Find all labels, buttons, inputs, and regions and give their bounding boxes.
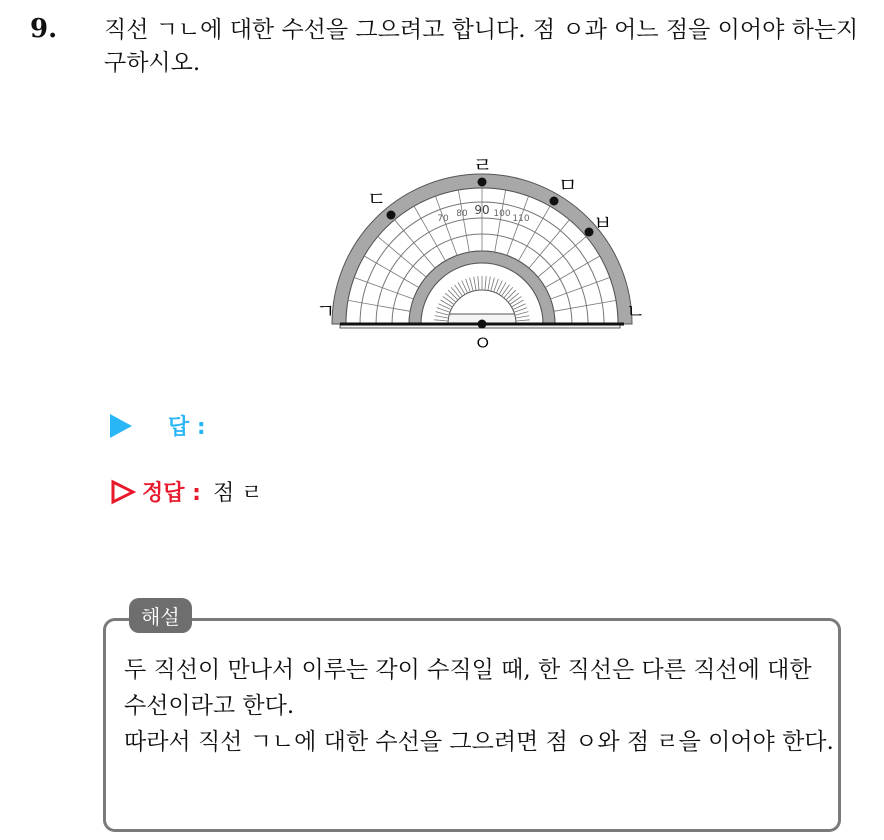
protractor-svg (300, 150, 660, 360)
explanation-line-2: 따라서 직선 ㄱㄴ에 대한 수선을 그으려면 점 ㅇ와 점 ㄹ을 이어야 한다. (124, 729, 834, 755)
correct-answer-value: 점 ㄹ (212, 481, 263, 506)
scale-label-70: 70 (437, 214, 449, 224)
point-r (478, 178, 487, 187)
point-d (387, 211, 396, 220)
explanation-tab: 해설 (129, 598, 192, 633)
play-icon (110, 414, 132, 438)
correct-answer-row (110, 476, 262, 507)
question-number: 9. (30, 14, 58, 44)
explanation-line-1: 두 직선이 만나서 이루는 각이 수직일 때, 한 직선은 다른 직선에 대한 수선이라고 한다. (124, 657, 812, 719)
point-m (550, 197, 559, 206)
outline-triangle-icon (110, 479, 136, 505)
answer-label: 답 : (168, 415, 206, 440)
scale-label-100: 100 (493, 209, 511, 219)
label-b: ㅂ (593, 211, 613, 235)
answer-row (110, 410, 206, 441)
label-m: ㅁ (558, 173, 578, 197)
protractor-diagram (300, 150, 660, 360)
label-n: ㄴ (626, 299, 646, 323)
question-text: 직선 ㄱㄴ에 대한 수선을 그으려고 합니다. 점 ㅇ과 어느 점을 이어야 하는지 구하시오. (104, 17, 859, 76)
scale-label-90: 90 (474, 203, 490, 217)
label-o: ㅇ (473, 331, 493, 355)
label-r: ㄹ (473, 153, 493, 177)
scale-label-80: 80 (456, 209, 468, 219)
explanation-text (124, 652, 836, 760)
correct-answer-label: 정답 : (142, 481, 201, 506)
scale-label-110: 110 (512, 214, 530, 224)
label-d: ㄷ (367, 187, 387, 211)
label-g: ㄱ (316, 299, 336, 323)
point-o (478, 320, 487, 329)
